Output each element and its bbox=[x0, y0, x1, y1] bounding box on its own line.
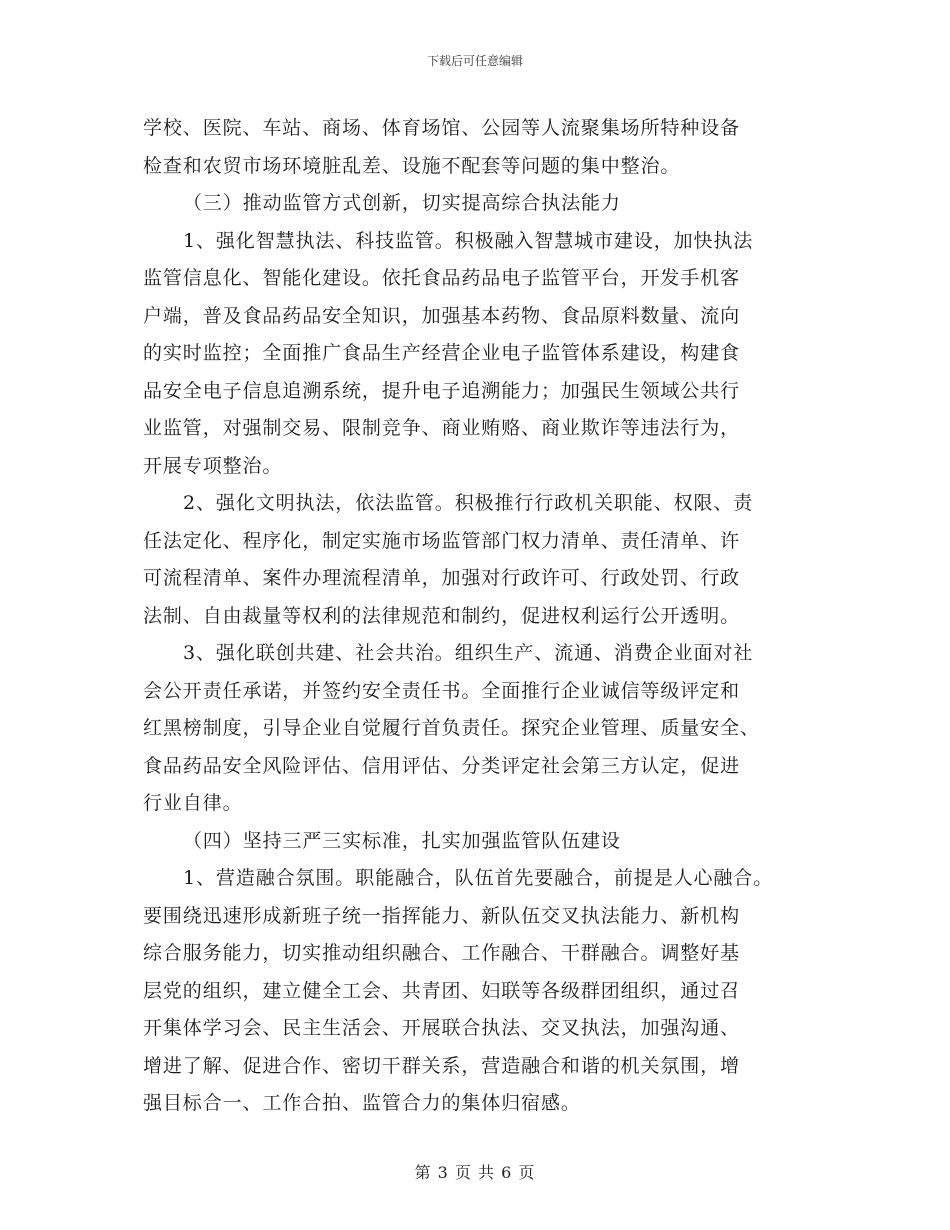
text-line: 层党的组织，建立健全工会、共青团、妇联等各级群团组织，通过召 bbox=[143, 979, 741, 1002]
text-line: 1、强化智慧执法、科技监管。积极融入智慧城市建设，加快执法 bbox=[183, 229, 754, 252]
text-line: 开集体学习会、民主生活会、开展联合执法、交叉执法，加强沟通、 bbox=[143, 1017, 741, 1039]
text-line: 检查和农贸市场环境脏乱差、设施不配套等问题的集中整治。 bbox=[143, 154, 681, 177]
text-line: 1、营造融合氛围。职能融合，队伍首先要融合，前提是人心融合。 bbox=[183, 867, 774, 889]
text-line: 要围绕迅速形成新班子统一指挥能力、新队伍交叉执法能力、新机构 bbox=[143, 904, 741, 927]
text-line: 监管信息化、智能化建设。依托食品药品电子监管平台，开发手机客 bbox=[143, 267, 741, 289]
text-line: 强目标合一、工作合拍、监管合力的集体归宿感。 bbox=[143, 1092, 581, 1114]
text-line: 会公开责任承诺，并签约安全责任书。全面推行企业诚信等级评定和 bbox=[143, 679, 741, 702]
text-line: 户端，普及食品药品安全知识，加强基本药物、食品原料数量、流向 bbox=[143, 304, 741, 327]
text-line: 法制、自由裁量等权利的法律规范和制约，促进权利运行公开透明。 bbox=[143, 604, 741, 627]
text-line: 综合服务能力，切实推动组织融合、工作融合、干群融合。调整好基 bbox=[143, 942, 741, 964]
text-line: （三）推动监管方式创新，切实提高综合执法能力 bbox=[183, 192, 621, 214]
document-body bbox=[143, 110, 833, 1123]
text-line: 业监管，对强制交易、限制竞争、商业贿赂、商业欺诈等违法行为， bbox=[143, 417, 741, 439]
text-line: 食品药品安全风险评估、信用评估、分类评定社会第三方认定，促进 bbox=[143, 754, 741, 777]
page-footer: 第 3 页 共 6 页 bbox=[414, 1163, 536, 1182]
text-line: 品安全电子信息追溯系统，提升电子追溯能力；加强民生领域公共行 bbox=[143, 379, 741, 402]
text-line: 行业自律。 bbox=[143, 792, 243, 814]
text-line: 可流程清单、案件办理流程清单，加强对行政许可、行政处罚、行政 bbox=[143, 567, 741, 589]
text-line: 2、强化文明执法，依法监管。积极推行行政机关职能、权限、责 bbox=[183, 492, 754, 514]
page-header: 下载后可任意编辑 bbox=[426, 54, 523, 68]
text-line: 的实时监控；全面推广食品生产经营企业电子监管体系建设，构建食 bbox=[143, 342, 741, 364]
text-line: 红黑榜制度，引导企业自觉履行首负责任。探究企业管理、质量安全、 bbox=[143, 717, 760, 739]
text-line: 学校、医院、车站、商场、体育场馆、公园等人流聚集场所特种设备 bbox=[143, 117, 741, 139]
text-line: 3、强化联创共建、社会共治。组织生产、流通、消费企业面对社 bbox=[183, 642, 754, 664]
text-line: 开展专项整治。 bbox=[143, 454, 283, 477]
text-line: （四）坚持三严三实标准，扎实加强监管队伍建设 bbox=[183, 829, 621, 852]
text-line: 任法定化、程序化，制定实施市场监管部门权力清单、责任清单、许 bbox=[143, 529, 741, 552]
text-line: 增进了解、促进合作、密切干群关系，营造融合和谐的机关氛围，增 bbox=[143, 1054, 741, 1077]
